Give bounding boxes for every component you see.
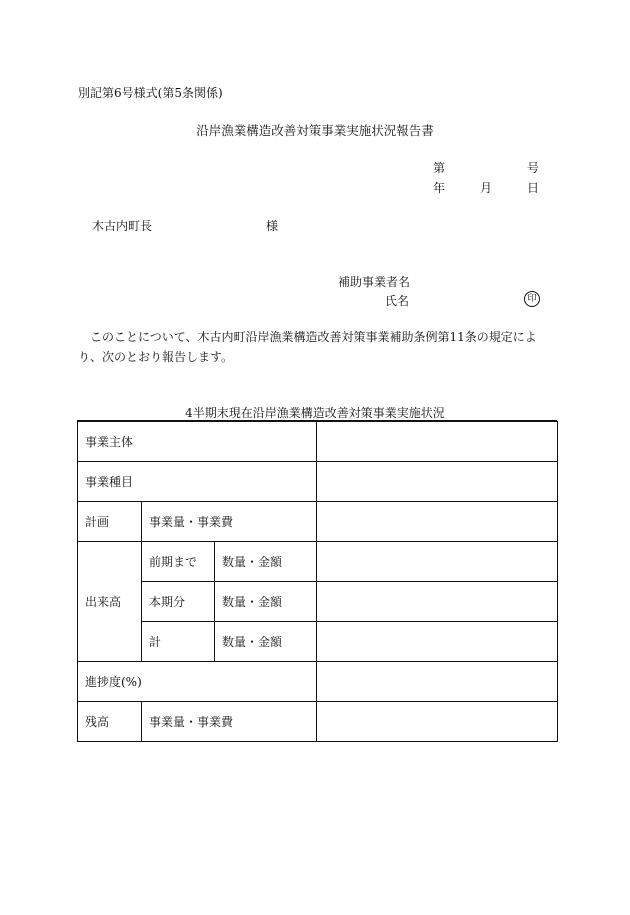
recipient-honorific: 様 <box>266 219 279 233</box>
value-cell-plan[interactable] <box>317 502 558 542</box>
date-day: 日 <box>527 181 540 195</box>
row-label-output: 出来高 <box>78 542 142 662</box>
row-label-entity: 事業主体 <box>78 422 317 462</box>
value-cell-type[interactable] <box>317 462 558 502</box>
report-table <box>77 421 558 742</box>
sub-label-current: 本期分 <box>142 582 215 622</box>
table-row <box>78 502 558 542</box>
document-title: 沿岸漁業構造改善対策事業実施状況報告書 <box>196 123 434 138</box>
sub-label-total: 計 <box>142 622 215 662</box>
number-suffix: 号 <box>527 161 540 175</box>
value-cell-current[interactable] <box>317 582 558 622</box>
date-month: 月 <box>480 181 493 195</box>
row-item-plan: 事業量・事業費 <box>142 502 317 542</box>
value-cell-total[interactable] <box>317 622 558 662</box>
applicant-label: 補助事業者名 <box>338 275 411 289</box>
table-row <box>78 582 558 622</box>
table-row <box>78 462 558 502</box>
value-cell-remaining[interactable] <box>317 702 558 742</box>
row-label-remaining: 残高 <box>78 702 142 742</box>
row-item-total: 数量・金額 <box>215 622 317 662</box>
table-row <box>78 702 558 742</box>
sub-label-previous: 前期まで <box>142 542 215 582</box>
table-row <box>78 622 558 662</box>
row-label-progress: 進捗度(%) <box>78 662 317 702</box>
value-cell-previous[interactable] <box>317 542 558 582</box>
recipient-name: 木古内町長 <box>92 219 153 233</box>
row-label-plan: 計画 <box>78 502 142 542</box>
applicant-name-label: 氏名 <box>385 294 410 308</box>
form-label: 別記第6号様式(第5条関係) <box>78 86 223 100</box>
row-item-current: 数量・金額 <box>215 582 317 622</box>
seal-mark: 印 <box>524 291 540 307</box>
number-prefix: 第 <box>433 161 446 175</box>
row-item-remaining: 事業量・事業費 <box>142 702 317 742</box>
table-caption: 4半期末現在沿岸漁業構造改善対策事業実施状況 <box>185 406 445 420</box>
value-cell-progress[interactable] <box>317 662 558 702</box>
table-row <box>78 542 558 582</box>
table-row <box>78 422 558 462</box>
value-cell-entity[interactable] <box>317 422 558 462</box>
date-year: 年 <box>433 181 446 195</box>
row-item-previous: 数量・金額 <box>215 542 317 582</box>
table-row <box>78 662 558 702</box>
body-text: このことについて、木古内町沿岸漁業構造改善対策事業補助条例第11条の規定により、次のとおり報告します。 <box>78 330 537 364</box>
row-label-type: 事業種目 <box>78 462 317 502</box>
